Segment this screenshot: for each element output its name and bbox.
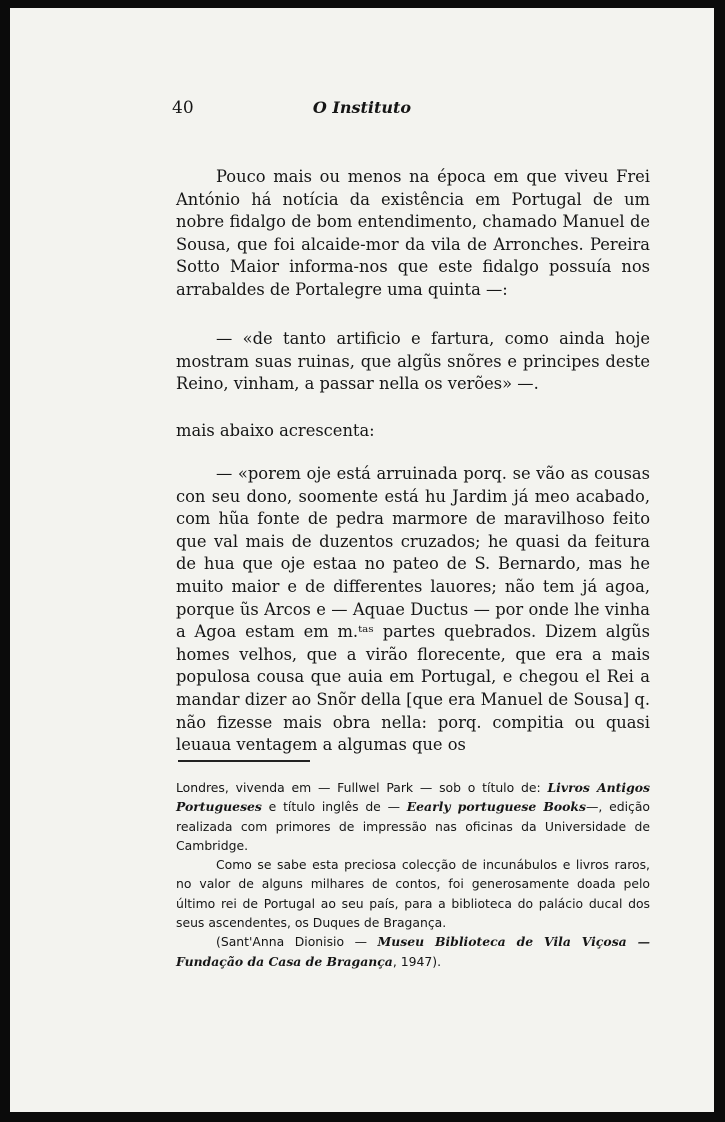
page-number: 40 <box>172 98 194 118</box>
quotation-text: — «porem oje está arruinada porq. se vão as cousas con seu dono, soomente está hu Jardim já meo acabado, com hũa fonte de pedra marmore de maravilhoso feito que val mais de duzentos cruzados; he quasi da feitura de hua que oje estaa no pateo de S. Bernardo, mas he muito maior e de differentes lauores; não tem já agoa, porque ũs Arcos e — Aquae Ductus — por onde lhe vinha a Agoa estam em m.ᵗᵃˢ partes quebrados. Dizem algũs homes velhos, que a virão florecente, que era a mais populosa cousa que auia em Portugal, e chegou el Rei a mandar dizer ao Snõr della [que era Manuel de Sousa] q. não fizesse mais obra nella: porq. compitia ou quasi leuaua ventagem a algumas que os <box>176 464 650 755</box>
paragraph-text: mais abaixo acrescenta: <box>176 421 375 440</box>
footnote-1 <box>176 778 650 855</box>
footnote-text: , 1947). <box>392 953 442 969</box>
paragraph-1 <box>176 166 650 302</box>
footnote-3 <box>176 932 650 971</box>
footnotes <box>176 778 650 971</box>
footnote-text: (Sant'Anna Dionisio — <box>216 934 378 950</box>
footnote-text: —, edição realizada com primores de impressão nas oficinas da Universidade de Cambridge. <box>176 799 650 853</box>
paragraph-text: Pouco mais ou menos na época em que viveu Frei António há notícia da existência em Portugal de um nobre fidalgo de bom entendimento, chamado Manuel de Sousa, que foi alcaide-mor da vila de Arronches. Pereira Sotto Maior informa-nos que este fidalgo possuía nos arrabaldes de Portalegre uma quinta —: <box>176 167 650 299</box>
quotation-2 <box>176 463 650 757</box>
footnote-text: e título inglês de — <box>261 799 407 815</box>
source-title: Museu Biblioteca de Vila Viçosa — Fundação da Casa de Bragança <box>176 934 650 969</box>
running-title: O Instituto <box>312 98 412 117</box>
book-title: Livros Antigos Portugueses <box>176 780 650 815</box>
book-page <box>10 8 714 1112</box>
footnote-text: Londres, vivenda em — Fullwel Park — sob o título de: <box>176 780 548 795</box>
quotation-text: — «de tanto artificio e fartura, como ainda hoje mostram suas ruinas, que algũs snõres e principes deste Reino, vinham, a passar nella os verões» —. <box>176 329 650 394</box>
footnote-2: Como se sabe esta preciosa colecção de incunábulos e livros raros, no valor de alguns milhares de contos, foi generosamente doada pelo último rei de Portugal ao seu país, para a biblioteca do palácio ducal dos seus ascendentes, os Duques de Bragança. <box>176 857 650 931</box>
paragraph-2 <box>176 420 650 443</box>
quotation-1 <box>176 328 650 396</box>
footnote-divider <box>178 760 310 762</box>
book-title: Eearly portuguese Books <box>406 799 586 815</box>
page-header <box>10 98 714 122</box>
